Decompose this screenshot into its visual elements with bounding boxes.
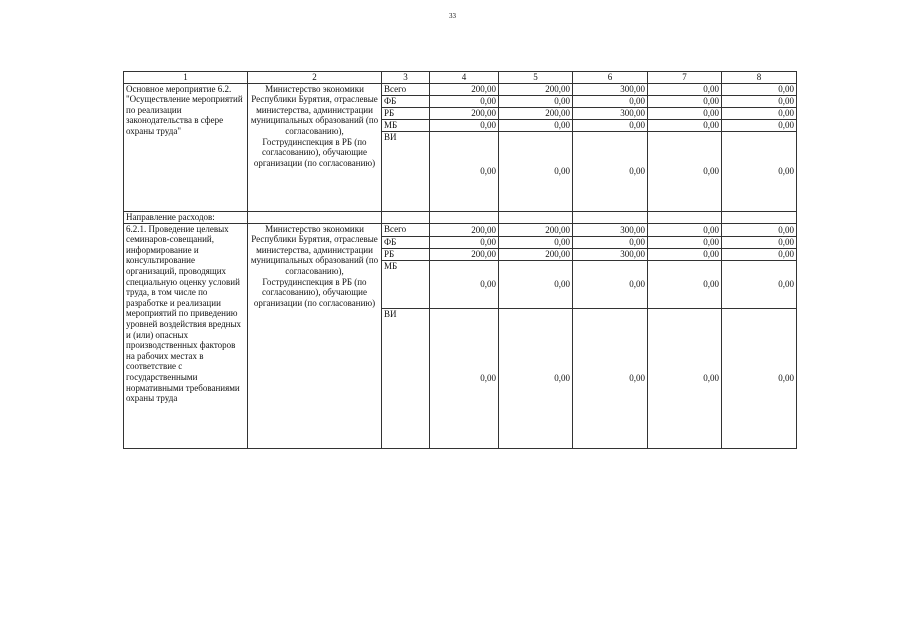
source-cell: ВИ bbox=[382, 131, 430, 211]
value-cell: 0,00 bbox=[722, 248, 797, 260]
value-cell: 0,00 bbox=[573, 308, 648, 448]
header-cell: 3 bbox=[382, 72, 430, 84]
value-cell: 0,00 bbox=[648, 223, 722, 236]
value-cell: 0,00 bbox=[573, 119, 648, 131]
activity-title: 6.2.1. Проведение целевых семинаров-совещаний, информирование и консультирование организаций, проводящих специальную оценку условий труда, в том числе по разработке и реализации мероприятий по приведению уровней воздействия вредных и (или) опасных производственных факторов на рабочих местах в соответствие с государственными нормативными требованиями охраны труда bbox=[124, 223, 248, 448]
value-cell: 0,00 bbox=[430, 131, 499, 211]
value-cell: 0,00 bbox=[499, 236, 573, 248]
value-cell: 0,00 bbox=[722, 119, 797, 131]
value-cell: 0,00 bbox=[722, 223, 797, 236]
header-cell: 8 bbox=[722, 72, 797, 84]
header-cell: 4 bbox=[430, 72, 499, 84]
value-cell: 0,00 bbox=[648, 248, 722, 260]
value-cell: 0,00 bbox=[430, 119, 499, 131]
value-cell: 200,00 bbox=[430, 83, 499, 95]
value-cell: 0,00 bbox=[722, 95, 797, 107]
value-cell: 0,00 bbox=[430, 260, 499, 308]
value-cell: 300,00 bbox=[573, 83, 648, 95]
value-cell: 200,00 bbox=[499, 83, 573, 95]
value-cell: 300,00 bbox=[573, 223, 648, 236]
value-cell: 200,00 bbox=[499, 248, 573, 260]
source-cell: ВИ bbox=[382, 308, 430, 448]
value-cell: 200,00 bbox=[430, 107, 499, 119]
value-cell: 0,00 bbox=[499, 95, 573, 107]
value-cell: 0,00 bbox=[430, 236, 499, 248]
table-row bbox=[124, 223, 797, 236]
header-cell: 1 bbox=[124, 72, 248, 84]
value-cell: 300,00 bbox=[573, 248, 648, 260]
value-cell: 0,00 bbox=[722, 236, 797, 248]
value-cell: 200,00 bbox=[499, 107, 573, 119]
value-cell: 300,00 bbox=[573, 107, 648, 119]
empty-cell bbox=[430, 211, 499, 223]
value-cell: 0,00 bbox=[648, 131, 722, 211]
value-cell: 0,00 bbox=[722, 107, 797, 119]
source-cell: Всего bbox=[382, 223, 430, 236]
table-row bbox=[124, 83, 797, 95]
value-cell: 200,00 bbox=[499, 223, 573, 236]
direction-label: Направление расходов: bbox=[124, 211, 248, 223]
empty-cell bbox=[722, 211, 797, 223]
value-cell: 200,00 bbox=[430, 248, 499, 260]
empty-cell bbox=[248, 211, 382, 223]
header-cell: 7 bbox=[648, 72, 722, 84]
empty-cell bbox=[648, 211, 722, 223]
value-cell: 0,00 bbox=[648, 236, 722, 248]
value-cell: 0,00 bbox=[573, 260, 648, 308]
value-cell: 0,00 bbox=[430, 308, 499, 448]
value-cell: 0,00 bbox=[573, 95, 648, 107]
value-cell: 0,00 bbox=[573, 236, 648, 248]
empty-cell bbox=[499, 211, 573, 223]
value-cell: 0,00 bbox=[648, 95, 722, 107]
executors-cell: Министерство экономики Республики Бурятия, отраслевые министерства, администрации муниципальных образований (по согласованию), Гострудинспекция в РБ (по согласованию), обучающие организации (по согласованию) bbox=[248, 223, 382, 448]
funding-table bbox=[123, 71, 797, 449]
value-cell: 0,00 bbox=[722, 83, 797, 95]
value-cell: 0,00 bbox=[648, 83, 722, 95]
value-cell: 0,00 bbox=[648, 308, 722, 448]
value-cell: 0,00 bbox=[648, 119, 722, 131]
header-cell: 2 bbox=[248, 72, 382, 84]
value-cell: 0,00 bbox=[499, 260, 573, 308]
value-cell: 0,00 bbox=[499, 119, 573, 131]
page-number: 33 bbox=[449, 12, 456, 20]
value-cell: 0,00 bbox=[648, 107, 722, 119]
empty-cell bbox=[382, 211, 430, 223]
value-cell: 0,00 bbox=[648, 260, 722, 308]
empty-cell bbox=[573, 211, 648, 223]
source-cell: РБ bbox=[382, 107, 430, 119]
header-row bbox=[124, 72, 797, 84]
measure-title: Основное мероприятие 6.2. "Осуществление мероприятий по реализации законодательства в сфере охраны труда" bbox=[124, 83, 248, 211]
value-cell: 0,00 bbox=[573, 131, 648, 211]
value-cell: 0,00 bbox=[499, 308, 573, 448]
source-cell: РБ bbox=[382, 248, 430, 260]
source-cell: ФБ bbox=[382, 95, 430, 107]
value-cell: 0,00 bbox=[722, 260, 797, 308]
source-cell: МБ bbox=[382, 119, 430, 131]
source-cell: МБ bbox=[382, 260, 430, 308]
value-cell: 0,00 bbox=[722, 308, 797, 448]
value-cell: 0,00 bbox=[722, 131, 797, 211]
value-cell: 200,00 bbox=[430, 223, 499, 236]
value-cell: 0,00 bbox=[430, 95, 499, 107]
source-cell: ФБ bbox=[382, 236, 430, 248]
value-cell: 0,00 bbox=[499, 131, 573, 211]
source-cell: Всего bbox=[382, 83, 430, 95]
header-cell: 5 bbox=[499, 72, 573, 84]
direction-row bbox=[124, 211, 797, 223]
executors-cell: Министерство экономики Республики Бурятия, отраслевые министерства, администрации муниципальных образований (по согласованию), Гострудинспекция в РБ (по согласованию), обучающие организации (по согласованию) bbox=[248, 83, 382, 211]
header-cell: 6 bbox=[573, 72, 648, 84]
